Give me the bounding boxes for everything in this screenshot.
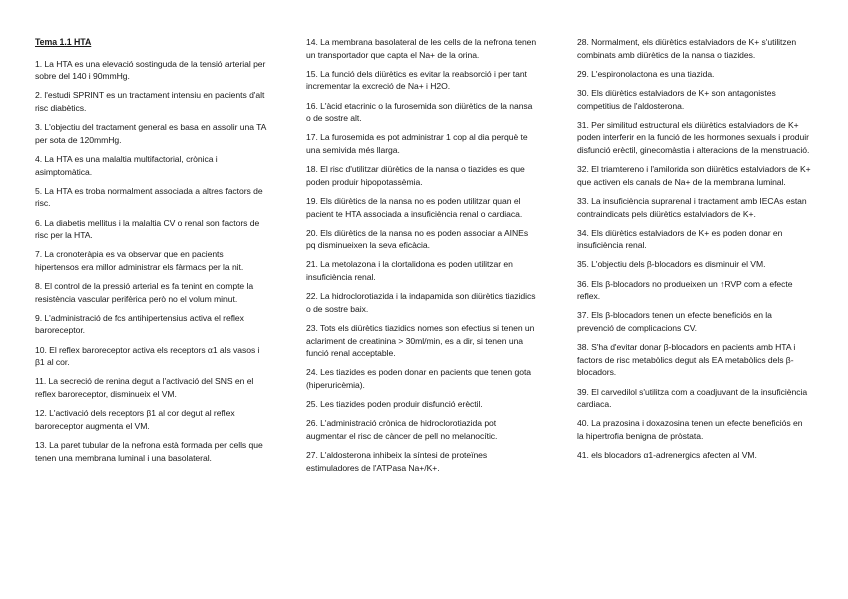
statement-item: 23. Tots els diürètics tiazidics nomes son efectius si tenen un aclariment de creatinina > 30ml/min, es a dir, si tenen una funció renal acceptable. (306, 323, 535, 359)
statement-item: 6. La diabetis mellitus i la malaltia CV o renal son factors de risc per la HTA. (35, 217, 260, 241)
statement-item: 20. Els diürètics de la nansa no es poden associar a AINEs pq disminueixen la seva eficàcia. (306, 227, 529, 251)
statement-item: 5. La HTA es troba normalment associada a altres factors de risc. (35, 185, 263, 209)
statement-item: 33. La insuficiència suprarenal i tractament amb IECAs estan contraindicats pels diürètics estalviadors de K+. (577, 195, 807, 219)
statement-item: 18. El risc d'utilitzar diürètics de la nansa o tiazides es que poden produir hipopotassèmia. (306, 164, 525, 187)
statement-item: 11. La secreció de renina degut a l'activació del SNS en el reflex baroreceptor, disminueix el VM. (35, 376, 254, 399)
statement-item: 32. El triamterenо i l'amilorida son diürètics estalviadors de K+ que activen els canals de Na+ de la membrana luminal. (577, 164, 811, 187)
statement-item: 14. La membrana basolateral de les cells de la nefrona tenen un transportador que capta el Na+ de la orina. (306, 37, 537, 60)
statement-item: 40. La prazosina i doxazosina tenen un efecte beneficiós en la hipertrofia benigna de pròstata. (577, 418, 803, 441)
statement-item: 36. Els β-blocadors no produeixen un ↑RVP com a efecte reflex. (577, 278, 793, 302)
statement-item: 7. La cronoteràpia es va observar que en pacients hipertensos era millor administrar els fàrmacs per la nit. (35, 249, 244, 272)
column-2-list (306, 36, 538, 474)
statement-item: 17. La furosemida es pot administrar 1 cop al dia perquè te una semivida més llarga. (306, 132, 528, 155)
statement-item: 39. El carvedilol s'utilitza com a coadjuvant de la insuficiència cardiaca. (577, 386, 808, 410)
statement-item: 34. Els diürètics estalviadors de K+ es poden donar en insuficiència renal. (577, 227, 783, 251)
statement-item: 38. S'ha d'evitar donar β-blocadors en pacients amb HTA i factors de risc metabòlics degut als EA metabòlics dels β-blocadors. (577, 342, 796, 378)
statement-item: 29. L'espironolactona es una tiazida. (577, 68, 715, 79)
statement-item: 19. Els diürètics de la nansa no es poden utilitzar quan el pacient te HTA associada a insuficiència renal o cardiaca. (306, 195, 523, 219)
statement-item: 26. L'administració crònica de hidroclorotiazida pot augmentar el risc de càncer de pell no melanocític. (306, 418, 498, 441)
statement-item: 28. Normalment, els diürètics estalviadors de K+ s'utilitzen combinats amb diürètics de la nansa o tiazides. (577, 37, 797, 60)
statement-item: 21. La metolazona i la clortalidona es poden utilitzar en insuficiència renal. (306, 259, 513, 283)
statement-item: 27. L'aldosterona inhibeix la síntesi de proteïnes estimuladores de l'ATPasa Na+/K+. (306, 450, 488, 473)
statement-item: 16. L'àcid etacrinic o la furosemida son diürètics de la nansa o de sostre alt. (306, 100, 533, 124)
statement-item: 37. Els β-blocadors tenen un efecte beneficiós en la prevenció de complicacions CV. (577, 310, 772, 334)
statement-item: 12. L'activació dels receptors β1 al cor degut al reflex baroreceptor augmenta el VM. (35, 408, 235, 431)
statement-item: 4. La HTA es una malaltia multifactorial, crònica i asimptomàtica. (35, 153, 218, 177)
statement-item: 8. El control de la pressió arterial es fa tenint en compte la resistència vascular perifèrica però no el volum minut. (35, 281, 254, 304)
statement-item: 2. l'estudi SPRINT es un tractament intensiu en pacients d'alt risc diabètics. (35, 90, 265, 113)
document-title: Tema 1.1 HTA (35, 37, 92, 47)
column-2 (306, 36, 538, 481)
statement-item: 30. Els diürètics estalviadors de K+ son antagonistes competitius de l'aldosterona. (577, 87, 776, 111)
statement-item: 24. Les tiazides es poden donar en pacients que tenen gota (hiperuricèmia). (306, 367, 532, 390)
statement-item: 13. La paret tubular de la nefrona està formada per cells que tenen una membrana luminal i una basolateral. (35, 439, 263, 463)
column-3-list (577, 36, 811, 462)
statement-item: 10. El reflex baroreceptor activa els receptors α1 als vasos i β1 al cor. (35, 344, 260, 368)
statement-item: 1. La HTA es una elevació sostinguda de la tensió arterial per sobre del 140 i 90mmHg. (35, 58, 266, 82)
statement-item: 31. Per similitud estructural els diürètics estalviadors de K+ poden interferir en la funció de les hormones sexuals i produir disfunció erèctil, ginecomàstia i alteracions de la menstruació. (577, 119, 810, 155)
statement-item: 25. Les tiazides poden produir disfunció erèctil. (306, 399, 483, 410)
statement-item: 9. L'administració de fcs antihipertensius activa el reflex baroreceptor. (35, 312, 244, 336)
statement-item: 15. La funció dels diürètics es evitar la reabsorció i per tant incrementar la excreció de Na+ i H2O. (306, 68, 527, 92)
statement-item: 41. els blocadors α1-adrenergics afecten al VM. (577, 450, 757, 461)
statement-item: 35. L'objectiu dels β-blocadors es disminuir el VM. (577, 259, 766, 270)
statement-item: 22. La hidroclorotiazida i la indapamida son diürètics tiazidics o de sostre baix. (306, 291, 536, 314)
statement-item: 3. L'objectiu del tractament general es basa en assolir una TA per sota de 120mmHg. (35, 122, 266, 145)
column-1 (35, 36, 267, 471)
column-3 (577, 36, 811, 468)
column-1-list (35, 58, 267, 465)
